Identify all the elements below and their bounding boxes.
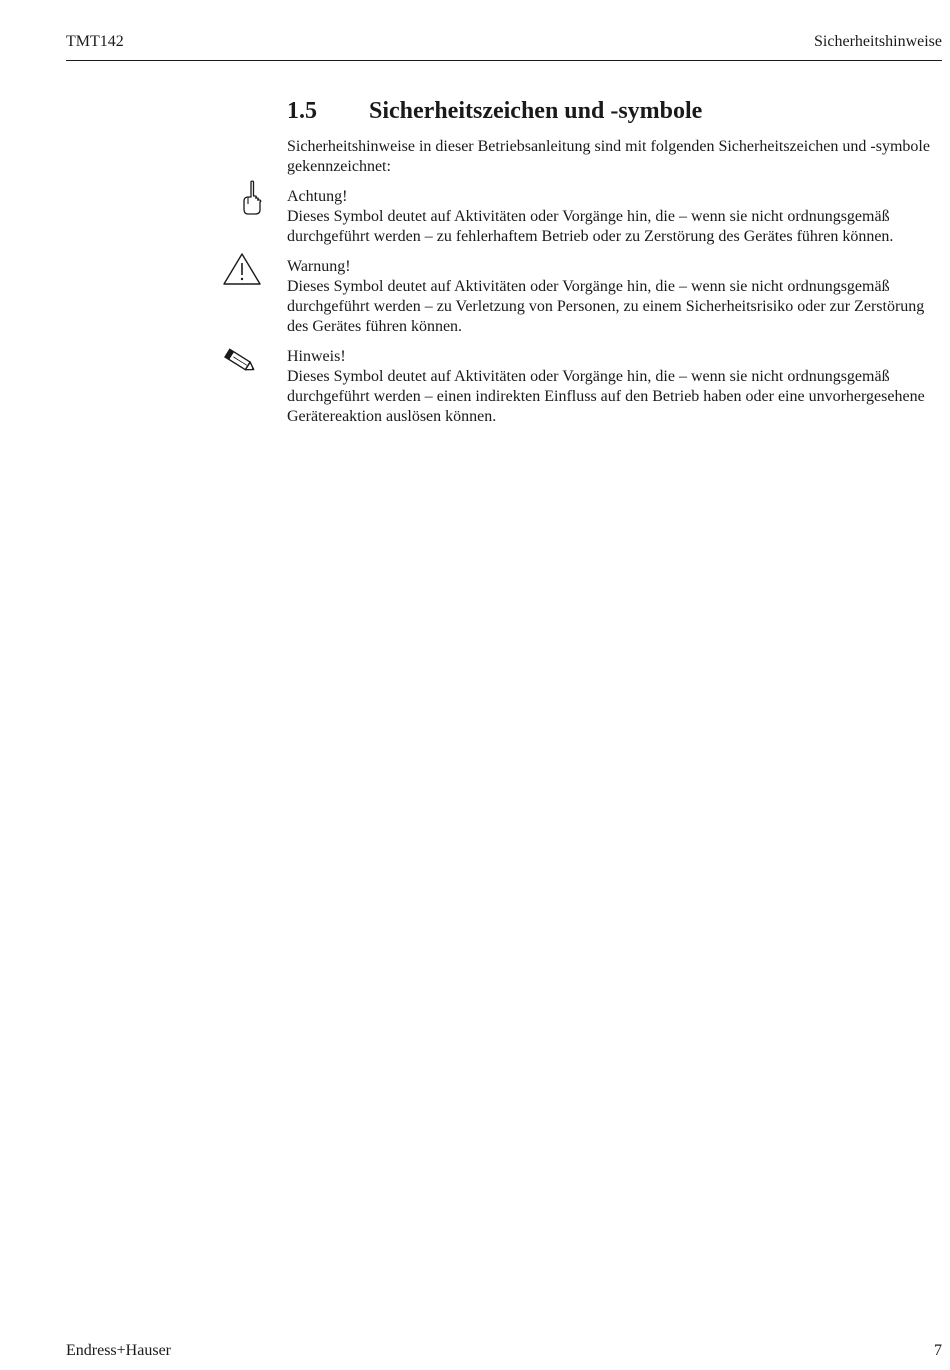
- section-title: Sicherheitszeichen und -symbole: [369, 98, 703, 124]
- note-text: Dieses Symbol deutet auf Aktivitäten oder Vorgänge hin, die – wenn sie nicht ordnungsgemäß durchgeführt werden – zu fehlerhaftem Betrieb oder zu Zerstörung des Gerätes führen können.: [287, 208, 894, 245]
- note-warnung: [287, 257, 942, 337]
- header-doc-id: TMT142: [66, 33, 124, 50]
- note-hinweis: [287, 347, 942, 427]
- intro-paragraph: Sicherheitshinweise in dieser Betriebsanleitung sind mit folgenden Sicherheitszeichen und -symbole gekennzeichnet:: [287, 138, 930, 175]
- section-number: 1.5: [287, 98, 317, 124]
- footer-brand: Endress+Hauser: [66, 1342, 171, 1359]
- note-text: Dieses Symbol deutet auf Aktivitäten oder Vorgänge hin, die – wenn sie nicht ordnungsgemäß durchgeführt werden – zu Verletzung von Personen, zu einem Sicherheitsrisiko oder zur Zerstörung des Gerätes führen können.: [287, 278, 925, 335]
- note-text: Dieses Symbol deutet auf Aktivitäten oder Vorgänge hin, die – wenn sie nicht ordnungsgemäß durchgeführt werden – einen indirekten Einfluss auf den Betrieb haben oder eine unvorhergesehene Gerätereaktion auslösen können.: [287, 368, 925, 425]
- note-achtung: [287, 187, 942, 247]
- pointing-hand-icon: [240, 180, 264, 216]
- note-title: Warnung!: [287, 258, 351, 275]
- header-chapter-title: Sicherheitshinweise: [814, 33, 942, 50]
- note-title: Hinweis!: [287, 348, 346, 365]
- header-divider: [66, 60, 942, 61]
- page-number: 7: [934, 1342, 942, 1359]
- warning-triangle-icon: [222, 252, 262, 286]
- pencil-icon: [219, 345, 259, 377]
- note-title: Achtung!: [287, 188, 348, 205]
- section-heading: [287, 96, 702, 126]
